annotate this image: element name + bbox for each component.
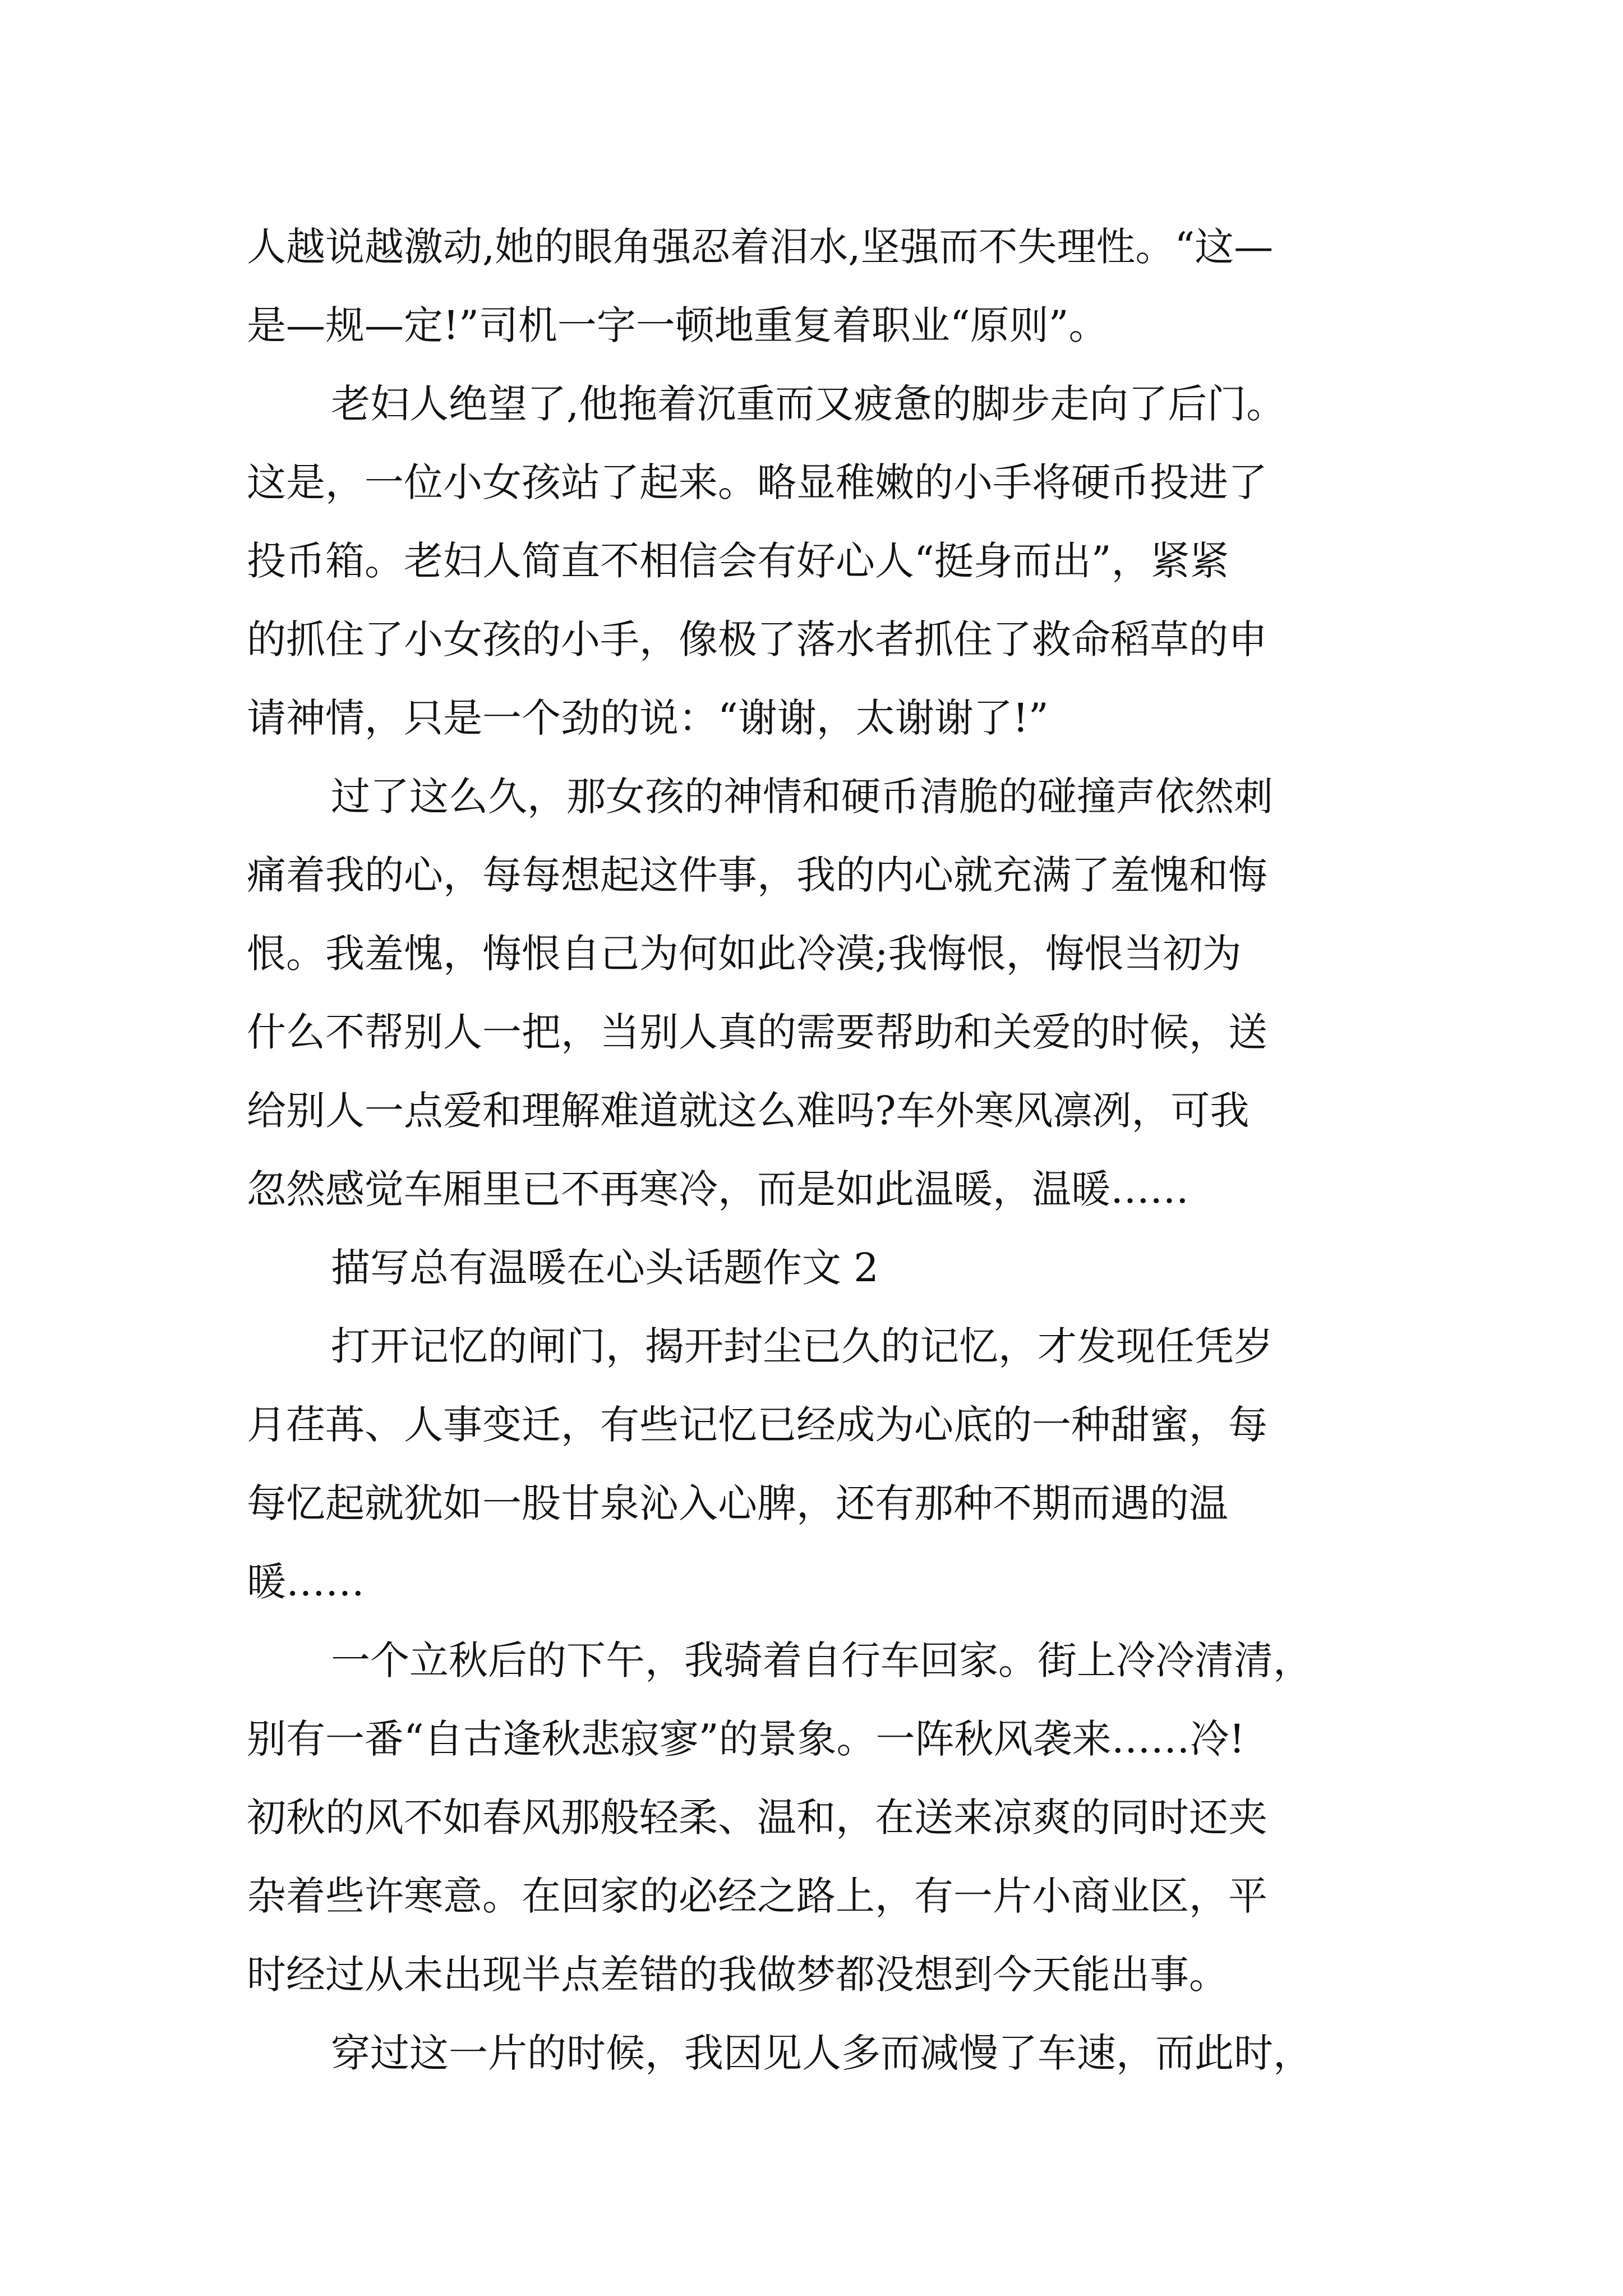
text-line: 打开记忆的闸门，揭开封尘已久的记忆，才发现任凭岁 <box>331 1323 1273 1369</box>
text-line: 投币箱。老妇人简直不相信会有好心人“挺身而出”，紧紧 <box>247 538 1229 584</box>
text-line: 请神情，只是一个劲的说：“谢谢，太谢谢了!” <box>247 695 1049 741</box>
text-line: 痛着我的心，每每想起这件事，我的内心就充满了羞愧和悔 <box>247 852 1267 898</box>
text-line: 恨。我羞愧，悔恨自己为何如此冷漠;我悔恨，悔恨当初为 <box>247 931 1242 977</box>
text-line: 老妇人绝望了,他拖着沉重而又疲惫的脚步走向了后门。 <box>331 381 1286 427</box>
text-line: 杂着些许寒意。在回家的必经之路上，有一片小商业区，平 <box>247 1873 1267 1919</box>
text-line: 暖…… <box>247 1559 365 1605</box>
text-line: 别有一番“自古逢秋悲寂寥”的景象。一阵秋风袭来……冷! <box>247 1716 1245 1762</box>
section-heading: 描写总有温暖在心头话题作文 2 <box>331 1245 879 1291</box>
text-line: 是—规—定!”司机一字一顿地重复着职业“原则”。 <box>247 302 1108 348</box>
text-line: 每忆起就犹如一股甘泉沁入心脾，还有那种不期而遇的温 <box>247 1480 1228 1526</box>
text-line: 人越说越激动,她的眼角强忍着泪水,坚强而不失理性。“这— <box>247 224 1274 270</box>
text-line: 过了这么久，那女孩的神情和硬币清脆的碰撞声依然刺 <box>331 774 1273 820</box>
text-line: 月荏苒、人事变迁，有些记忆已经成为心底的一种甜蜜，每 <box>247 1402 1267 1448</box>
text-line: 时经过从未出现半点差错的我做梦都没想到今天能出事。 <box>247 1952 1228 1998</box>
text-line: 的抓住了小女孩的小手，像极了落水者抓住了救命稻草的申 <box>247 616 1267 662</box>
text-line: 给别人一点爱和理解难道就这么难吗?车外寒风凛冽，可我 <box>247 1088 1249 1134</box>
text-line: 初秋的风不如春风那般轻柔、温和，在送来凉爽的同时还夹 <box>247 1795 1267 1841</box>
text-line: 一个立秋后的下午，我骑着自行车回家。街上冷冷清清， <box>331 1637 1312 1683</box>
text-line: 什么不帮别人一把，当别人真的需要帮助和关爱的时候，送 <box>247 1009 1267 1055</box>
document-body <box>247 208 1380 2092</box>
text-line: 穿过这一片的时候，我因见人多而减慢了车速，而此时， <box>331 2030 1312 2076</box>
text-line: 这是，一位小女孩站了起来。略显稚嫩的小手将硬币投进了 <box>247 459 1267 505</box>
text-line: 忽然感觉车厢里已不再寒冷，而是如此温暖，温暖…… <box>247 1166 1189 1212</box>
